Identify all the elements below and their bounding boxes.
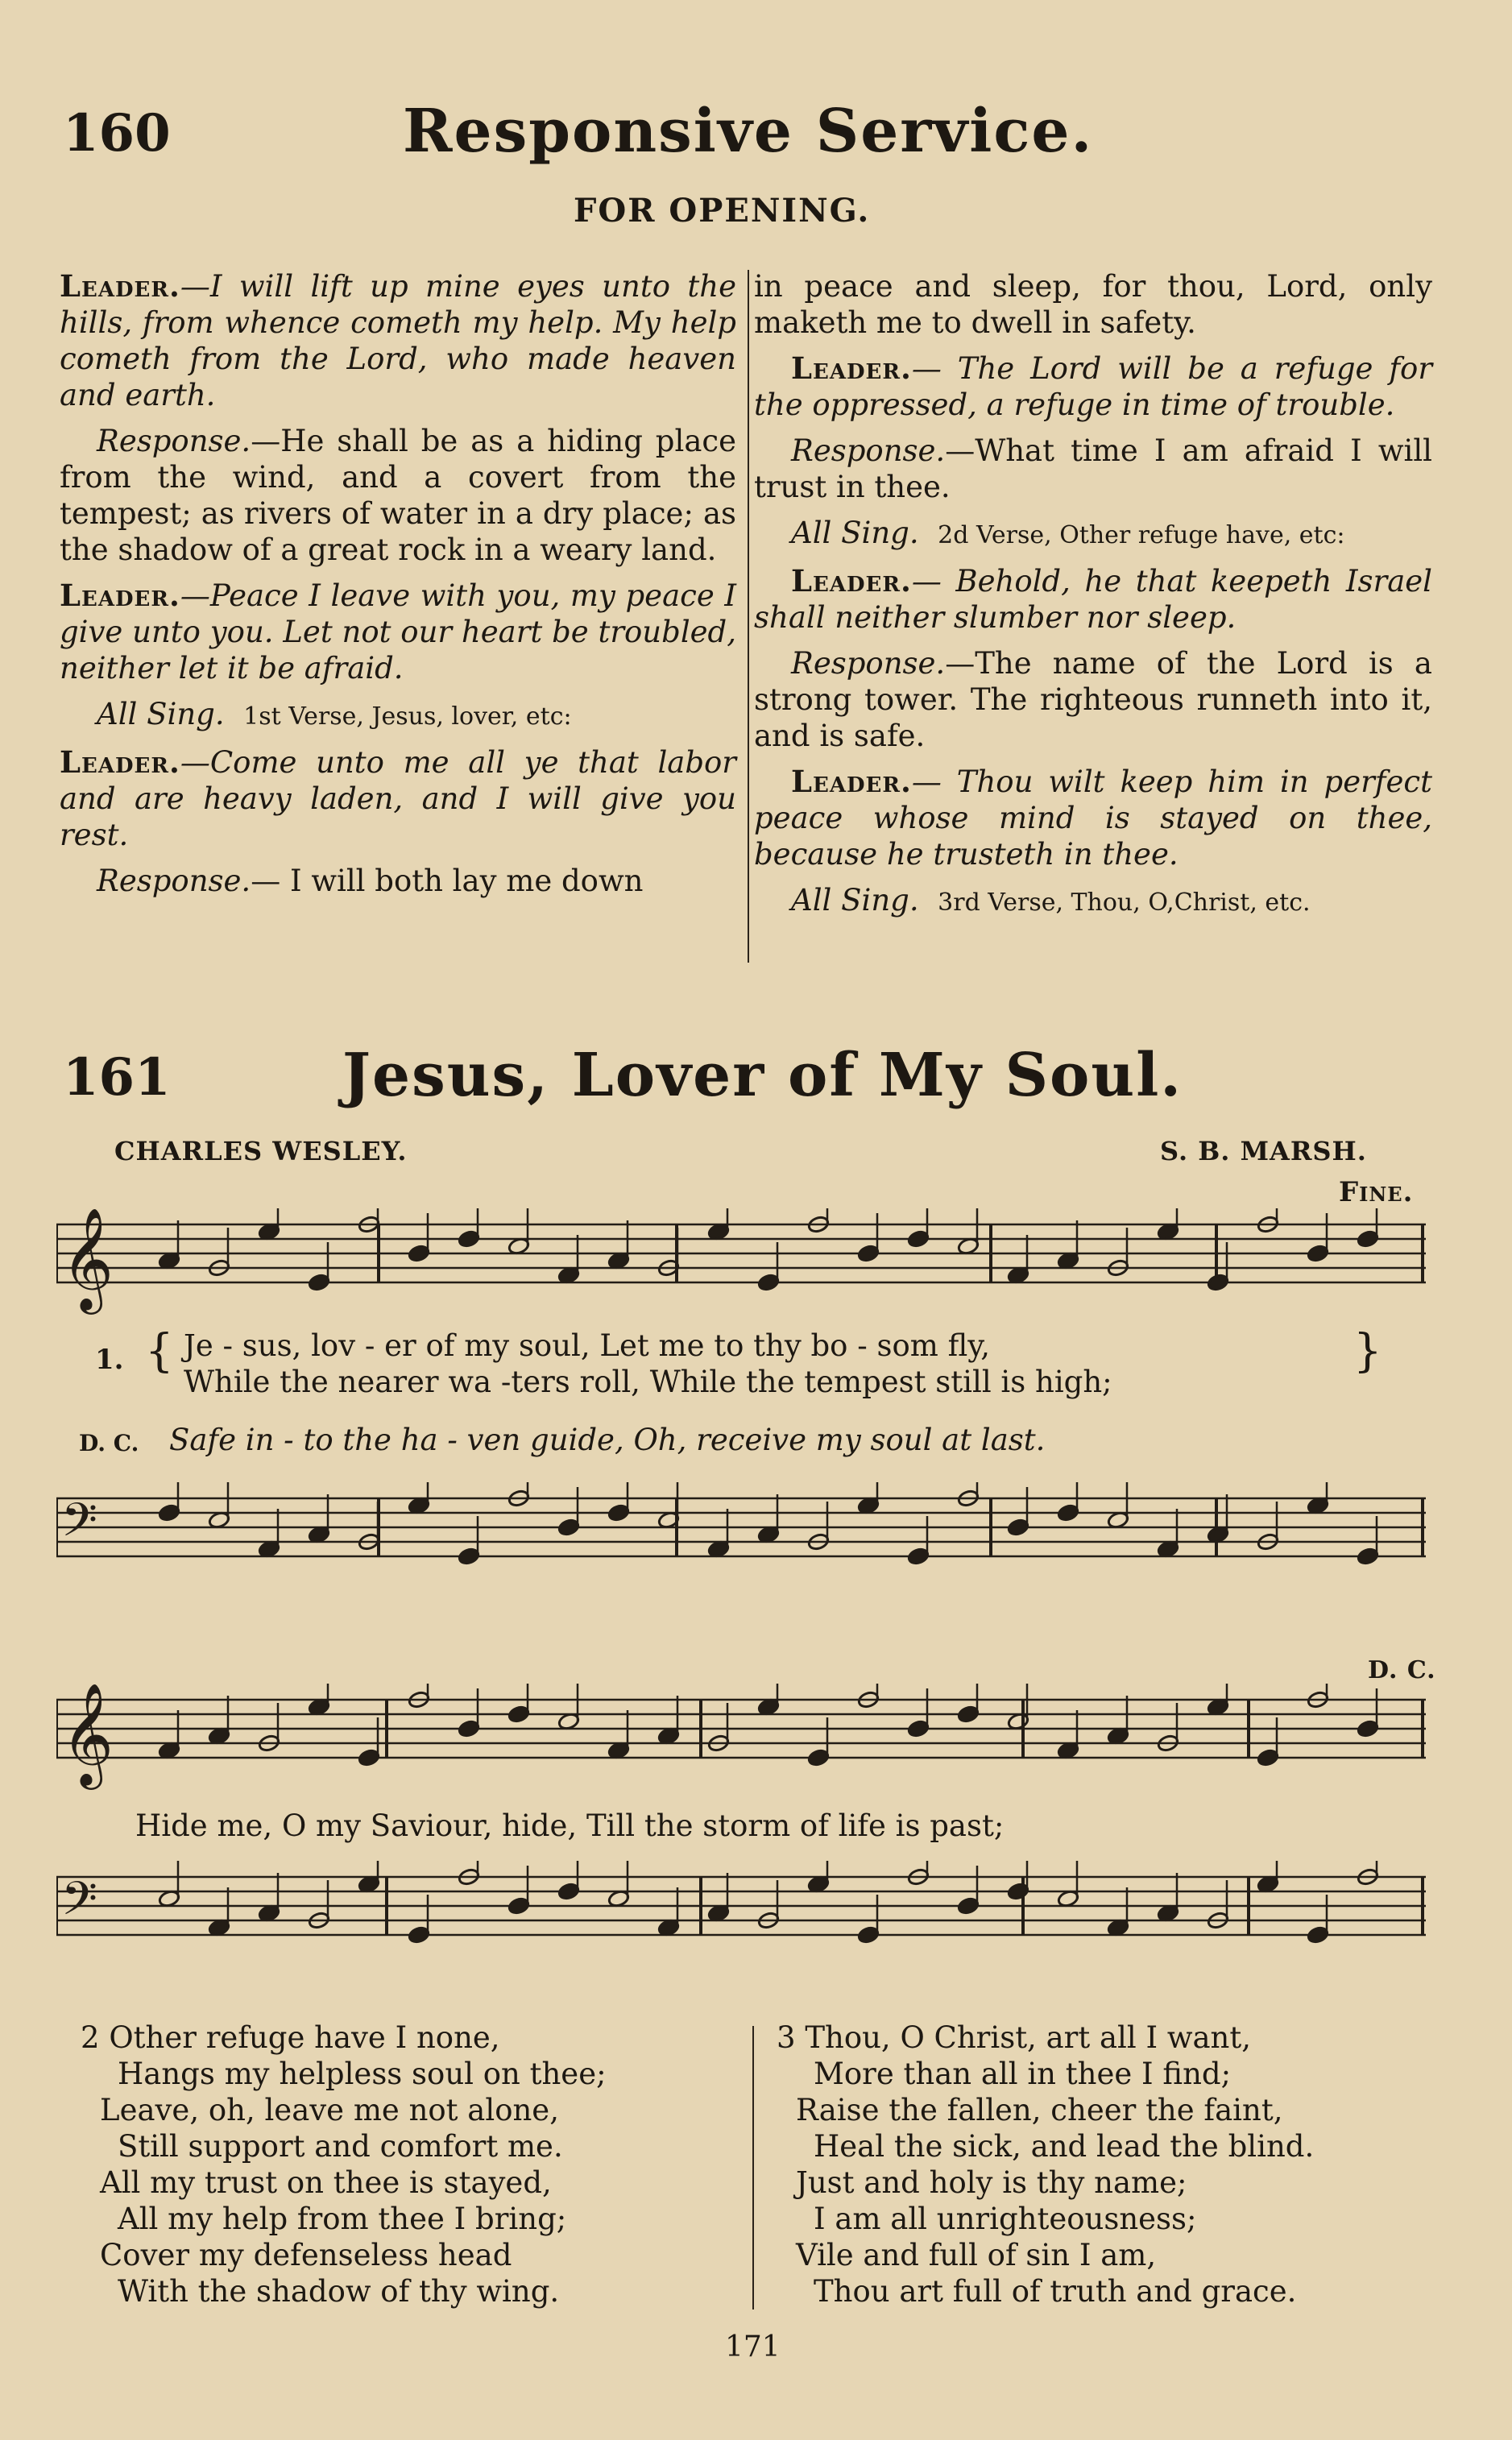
verse-2-line: 2 Other refuge have I none, bbox=[81, 2020, 500, 2055]
reading-paragraph: Response.—He shall be as a hiding place from the wind, and a covert from the tempest; as rivers of water in a dry place; as the shadow of a great rock in a weary land. bbox=[60, 424, 736, 567]
reading-paragraph: Response.—The name of the Lord is a strong tower. The righteous runneth into it, and is safe. bbox=[754, 646, 1432, 753]
verse-2-line: Cover my defenseless head bbox=[100, 2238, 512, 2272]
bass-staff-1 bbox=[56, 1482, 1442, 1595]
lyric-line-4: Hide me, O my Saviour, hide, Till the storm of life is past; bbox=[135, 1808, 1005, 1843]
verse-3-line: Thou art full of truth and grace. bbox=[814, 2274, 1297, 2309]
verse-3 bbox=[777, 2020, 1314, 2310]
responsive-left-column bbox=[60, 268, 736, 909]
treble-clef-icon: 𝄞 bbox=[61, 1684, 114, 1785]
verse-number: 1. bbox=[95, 1344, 124, 1376]
column-divider bbox=[748, 270, 749, 963]
lyric-line-3: Safe in - to the ha - ven guide, Oh, receive my soul at last. bbox=[169, 1423, 1046, 1457]
dc-label: D. C. bbox=[79, 1430, 139, 1456]
verse-2-line: All my help from thee I bring; bbox=[118, 2202, 567, 2236]
bass-clef-icon: 𝄢 bbox=[61, 1871, 98, 1937]
hymn-title: Jesus, Lover of My Soul. bbox=[342, 1041, 1183, 1110]
page-number-bottom: 171 bbox=[725, 2330, 781, 2363]
bass-clef-icon: 𝄢 bbox=[61, 1493, 98, 1559]
verse-2-line: Leave, oh, leave me not alone, bbox=[100, 2093, 559, 2127]
responsive-right-column bbox=[754, 268, 1432, 930]
hymn-author: CHARLES WESLEY. bbox=[114, 1136, 408, 1166]
reading-paragraph: All Sing. 1st Verse, Jesus, lover, etc: bbox=[97, 697, 572, 731]
reading-paragraph: Leader.— The Lord will be a refuge for the oppressed, a refuge in time of trouble. bbox=[754, 350, 1432, 422]
verse-3-line: I am all unrighteousness; bbox=[814, 2202, 1197, 2236]
verse-3-line: Raise the fallen, cheer the faint, bbox=[796, 2093, 1283, 2127]
reading-paragraph: Leader.—Peace I leave with you, my peace I give unto you. Let not our heart be troubled, neither let it be afraid. bbox=[60, 578, 736, 686]
dc-mark: D. C. bbox=[1368, 1656, 1436, 1684]
reading-paragraph: in peace and sleep, for thou, Lord, only maketh me to dwell in safety. bbox=[754, 269, 1432, 340]
hymn-number: 161 bbox=[63, 1047, 171, 1108]
page-number-top: 160 bbox=[63, 103, 171, 164]
section-subtitle: FOR OPENING. bbox=[574, 192, 871, 230]
verse-2-line: Hangs my helpless soul on thee; bbox=[118, 2057, 607, 2091]
section-title: Responsive Service. bbox=[403, 97, 1094, 166]
reading-paragraph: Leader.— Thou wilt keep him in perfect peace whose mind is stayed on thee, because he trusteth in thee. bbox=[754, 764, 1432, 872]
reading-paragraph: All Sing. 3rd Verse, Thou, O,Christ, etc. bbox=[791, 883, 1311, 918]
reading-paragraph: All Sing. 2d Verse, Other refuge have, etc: bbox=[791, 516, 1345, 550]
brace-left: { bbox=[145, 1325, 174, 1377]
verse-3-line: Vile and full of sin I am, bbox=[796, 2238, 1157, 2272]
verse-2-line: All my trust on thee is stayed, bbox=[100, 2165, 552, 2200]
reading-paragraph: Leader.—I will lift up mine eyes unto the hills, from whence cometh my help. My help cometh from the Lord, who made heaven and earth. bbox=[60, 268, 736, 412]
lyric-line-2: While the nearer wa -ters roll, While the tempest still is high; bbox=[184, 1365, 1112, 1399]
treble-staff-1 bbox=[56, 1208, 1442, 1321]
treble-staff-2 bbox=[56, 1684, 1442, 1796]
bass-staff-2 bbox=[56, 1861, 1442, 1974]
verse-3-line: Heal the sick, and lead the blind. bbox=[814, 2129, 1315, 2164]
lyric-line-1: Je - sus, lov - er of my soul, Let me to thy bo - som fly, bbox=[184, 1328, 991, 1363]
reading-paragraph: Response.— I will both lay me down bbox=[97, 864, 644, 898]
verse-divider bbox=[752, 2026, 754, 2310]
brace-right: } bbox=[1353, 1325, 1382, 1377]
verse-3-line: More than all in thee I find; bbox=[814, 2057, 1232, 2091]
verse-2 bbox=[81, 2020, 607, 2310]
verse-3-line: 3 Thou, O Christ, art all I want, bbox=[777, 2020, 1252, 2055]
reading-paragraph: Leader.—Come unto me all ye that labor and are heavy laden, and I will give you rest. bbox=[60, 744, 736, 852]
verse-2-line: With the shadow of thy wing. bbox=[118, 2274, 560, 2309]
treble-clef-icon: 𝄞 bbox=[61, 1208, 114, 1310]
reading-paragraph: Response.—What time I am afraid I will trust in thee. bbox=[754, 433, 1432, 504]
hymn-composer: S. B. MARSH. bbox=[1160, 1136, 1367, 1166]
verse-3-line: Just and holy is thy name; bbox=[796, 2165, 1187, 2200]
verse-2-line: Still support and comfort me. bbox=[118, 2129, 563, 2164]
fine-mark: Fine. bbox=[1339, 1176, 1414, 1208]
reading-paragraph: Leader.— Behold, he that keepeth Israel shall neither slumber nor sleep. bbox=[754, 563, 1432, 635]
